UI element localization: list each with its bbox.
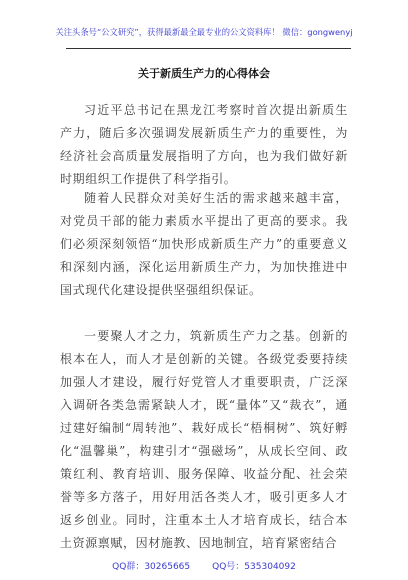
- footer-qq-number: QQ号：535304092: [212, 562, 296, 572]
- paragraph-1: 习近平总书记在黑龙江考察时首次提出新质生产力，随后多次强调发展新质生产力的重要性，为经济社会高质量发展指明了方向，也为我们做好新时期组织工作提供了科学指引。: [60, 103, 348, 186]
- footer-qq-group: QQ群：30265665: [112, 562, 191, 572]
- paragraph-2: 随着人民群众对美好生活的需求越来越丰富，对党员干部的能力素质水平提出了更高的要求。我们必须深刻领悟“加快形成新质生产力”的重要意义和深刻内涵，深化运用新质生产力，为加快推进中国式现代化建设提供坚强组织保证。: [60, 191, 348, 297]
- header-divider: [66, 48, 351, 49]
- header-promo-text: 关注头条号“公文研究”，获得最新最全最专业的公文资料库！ 微信：gongwenyj: [55, 27, 353, 37]
- paragraph-3: 一要聚人才之力，筑新质生产力之基。创新的根本在人，而人才是创新的关键。各级党委要持续加强人才建设，履行好党管人才重要职责，广泛深入调研各类急需紧缺人才，既“量体”又“裁衣”，通过建好编制“周转池”、栽好成长“梧桐树”、筑好孵化“温馨巢”，构建引才“强磁场”，从成长空间、政策红利、教育培训、服务保障、收益分配、社会荣誉等多方落子，用好用活各类人才，吸引更多人才返乡创业。同时，注重本土人才培育成长，结合本土资源禀赋，因材施教、因地制宜，培育紧密结合: [60, 329, 348, 550]
- footer-contact: [0, 559, 408, 572]
- document-title: 关于新质生产力的心得体会: [138, 67, 270, 80]
